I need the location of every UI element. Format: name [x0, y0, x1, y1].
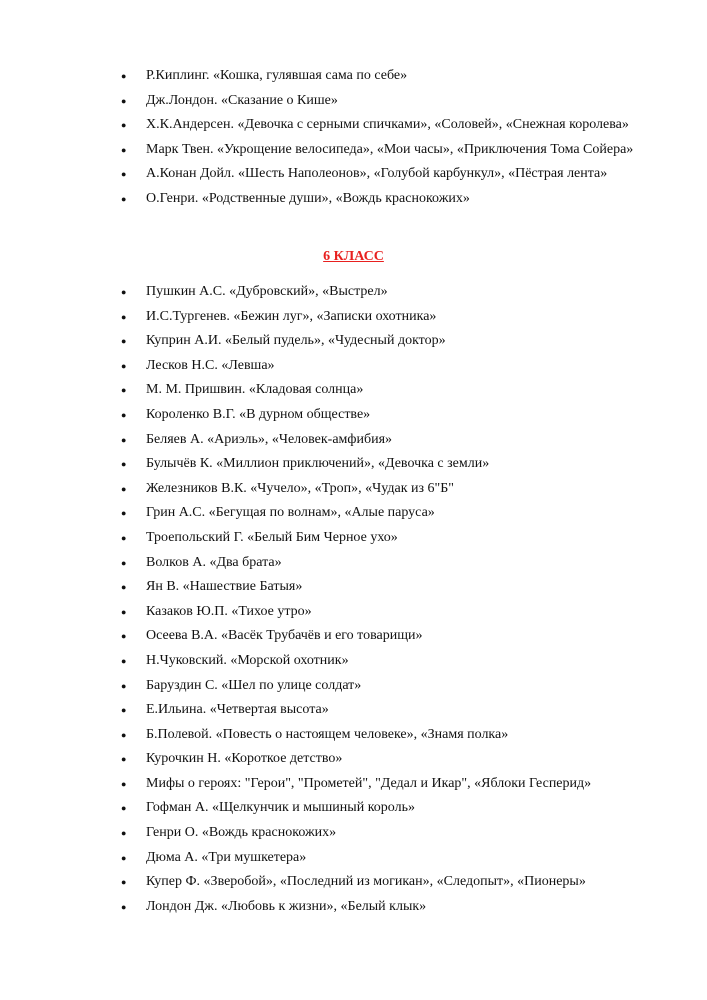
- bullet-icon: ●: [121, 169, 127, 180]
- list-item: [118, 378, 678, 403]
- list-item-text: А.Конан Дойл. «Шесть Наполеонов», «Голубой карбункул», «Пёстрая лента»: [146, 166, 608, 182]
- list-item-text: Железников В.К. «Чучело», «Троп», «Чудак из 6"Б": [146, 480, 455, 496]
- bullet-icon: ●: [121, 852, 127, 863]
- bullet-icon: ●: [121, 778, 127, 789]
- list-item: [118, 452, 678, 477]
- list-item-text: Н.Чуковский. «Морской охотник»: [146, 652, 349, 668]
- list-item-text: Грин А.С. «Бегущая по волнам», «Алые паруса»: [146, 505, 435, 521]
- list-item-text: Казаков Ю.П. «Тихое утро»: [146, 603, 312, 619]
- list-item-text: Баруздин С. «Шел по улице солдат»: [146, 677, 362, 693]
- list-item-text: Курочкин Н. «Короткое детство»: [146, 751, 343, 767]
- list-item: [118, 280, 678, 305]
- bullet-icon: ●: [121, 360, 127, 371]
- bullet-icon: ●: [121, 582, 127, 593]
- list-item: [118, 162, 678, 187]
- reading-list-grade-6: [118, 280, 678, 919]
- list-item-text: Гофман А. «Щелкунчик и мышиный король»: [146, 800, 415, 816]
- list-item-text: Пушкин А.С. «Дубровский», «Выстрел»: [146, 284, 388, 299]
- list-item-text: Булычёв К. «Миллион приключений», «Девочка с земли»: [146, 456, 490, 472]
- bullet-icon: ●: [121, 606, 127, 617]
- list-item: [118, 674, 678, 699]
- list-item-text: Короленко В.Г. «В дурном обществе»: [146, 406, 371, 422]
- list-item-text: Е.Ильина. «Четвертая высота»: [146, 702, 329, 718]
- bullet-icon: ●: [121, 459, 127, 470]
- bullet-icon: ●: [121, 680, 127, 691]
- bullet-icon: ●: [121, 729, 127, 740]
- list-item-text: Осеева В.А. «Васёк Трубачёв и его товарищи»: [146, 628, 423, 644]
- bullet-icon: ●: [121, 434, 127, 445]
- bullet-icon: ●: [121, 95, 127, 106]
- list-item: [118, 895, 678, 920]
- bullet-icon: ●: [121, 311, 127, 322]
- bullet-icon: ●: [121, 828, 127, 839]
- list-item: [118, 138, 678, 163]
- section-heading: 6 КЛАСС: [323, 249, 384, 264]
- list-item-text: Б.Полевой. «Повесть о настоящем человеке», «Знамя полка»: [146, 726, 509, 742]
- bullet-icon: ●: [121, 193, 127, 204]
- list-item-text: Беляев А. «Ариэль», «Человек-амфибия»: [146, 431, 393, 447]
- bullet-icon: ●: [121, 655, 127, 666]
- list-item: [118, 600, 678, 625]
- reading-list-top: [118, 64, 678, 212]
- list-item-text: Куприн А.И. «Белый пудель», «Чудесный доктор»: [146, 333, 446, 349]
- bullet-icon: ●: [121, 483, 127, 494]
- list-item-text: О.Генри. «Родственные души», «Вождь краснокожих»: [146, 190, 470, 206]
- bullet-icon: ●: [121, 409, 127, 420]
- list-item: [118, 354, 678, 379]
- list-item: [118, 64, 678, 89]
- list-item: [118, 624, 678, 649]
- list-item: [118, 723, 678, 748]
- bullet-icon: ●: [121, 532, 127, 543]
- bullet-icon: ●: [121, 120, 127, 131]
- list-item-text: Лондон Дж. «Любовь к жизни», «Белый клык»: [146, 898, 427, 914]
- list-item: [118, 821, 678, 846]
- list-item: [118, 526, 678, 551]
- list-item-text: Троепольский Г. «Белый Бим Черное ухо»: [146, 529, 398, 545]
- list-item: [118, 698, 678, 723]
- list-item-text: Р.Киплинг. «Кошка, гулявшая сама по себе»: [146, 68, 408, 83]
- bullet-icon: ●: [121, 557, 127, 568]
- list-item-text: М. М. Пришвин. «Кладовая солнца»: [146, 382, 364, 398]
- list-item: [118, 649, 678, 674]
- bullet-icon: ●: [121, 901, 127, 912]
- bullet-icon: ●: [121, 287, 127, 297]
- list-item: [118, 551, 678, 576]
- bullet-icon: ●: [121, 803, 127, 814]
- list-item-text: Генри О. «Вождь краснокожих»: [146, 825, 337, 841]
- list-item-text: Мифы о героях: "Герои", "Прометей", "Дедал и Икар", «Яблоки Гесперид»: [146, 775, 592, 791]
- list-item-text: Марк Твен. «Укрощение велосипеда», «Мои часы», «Приключения Тома Сойера»: [146, 141, 634, 157]
- list-item: [118, 403, 678, 428]
- bullet-icon: ●: [121, 385, 127, 396]
- list-item: [118, 846, 678, 871]
- list-item-text: Х.К.Андерсен. «Девочка с серными спичками», «Соловей», «Снежная королева»: [146, 117, 629, 133]
- list-item: [118, 428, 678, 453]
- bullet-icon: ●: [121, 705, 127, 716]
- bullet-icon: ●: [121, 631, 127, 642]
- bullet-icon: ●: [121, 508, 127, 519]
- bullet-icon: ●: [121, 877, 127, 888]
- bullet-icon: ●: [121, 336, 127, 347]
- list-item: [118, 329, 678, 354]
- bullet-icon: ●: [121, 754, 127, 765]
- bullet-icon: ●: [121, 144, 127, 155]
- list-item: [118, 305, 678, 330]
- list-item: [118, 89, 678, 114]
- list-item: [118, 772, 678, 797]
- list-item-text: Волков А. «Два брата»: [146, 554, 282, 570]
- list-item: [118, 870, 678, 895]
- list-item: [118, 501, 678, 526]
- list-item: [118, 796, 678, 821]
- list-item-text: Дюма А. «Три мушкетера»: [146, 849, 307, 865]
- list-item-text: Дж.Лондон. «Сказание о Кише»: [146, 92, 338, 108]
- bullet-icon: ●: [121, 71, 127, 81]
- list-item: [118, 187, 678, 212]
- list-item: [118, 477, 678, 502]
- list-item: [118, 113, 678, 138]
- list-item: [118, 575, 678, 600]
- list-item-text: Лесков Н.С. «Левша»: [146, 357, 275, 373]
- list-item: [118, 747, 678, 772]
- list-item-text: Ян В. «Нашествие Батыя»: [146, 579, 303, 595]
- list-item-text: Купер Ф. «Зверобой», «Последний из могикан», «Следопыт», «Пионеры»: [146, 874, 586, 890]
- list-item-text: И.С.Тургенев. «Бежин луг», «Записки охотника»: [146, 308, 437, 324]
